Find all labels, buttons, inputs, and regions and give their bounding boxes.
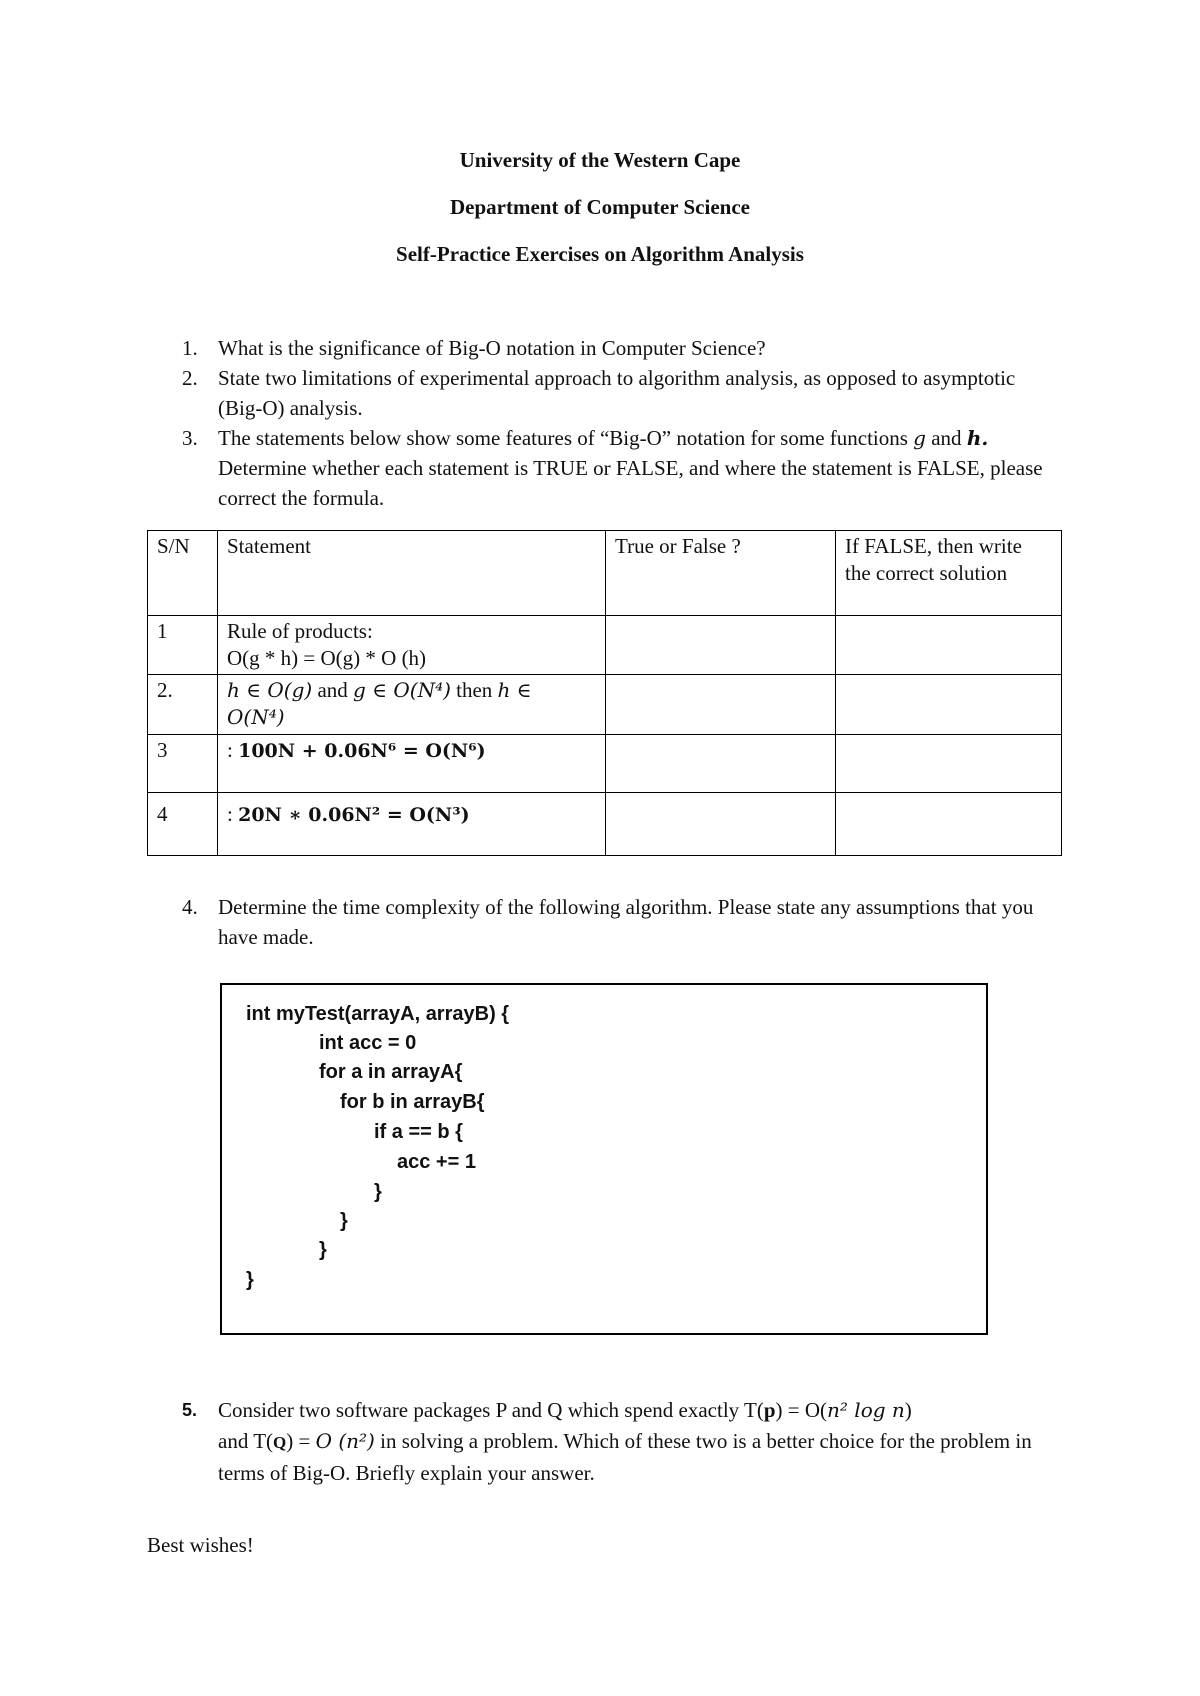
tq-eq: ) =	[286, 1429, 316, 1453]
statement-prefix: :	[227, 738, 239, 762]
tp-close: )	[904, 1398, 912, 1422]
code-line: }	[319, 1239, 327, 1261]
table-row	[148, 616, 1062, 675]
row-statement	[218, 675, 606, 735]
question-3	[150, 423, 1050, 513]
closing-text: Best wishes!	[147, 1533, 254, 1557]
var-g: g	[913, 426, 926, 450]
document-title: Self-Practice Exercises on Algorithm Analysis	[396, 242, 804, 266]
question-text-a: The statements below show some features of “Big-O” notation for some functions	[218, 426, 914, 450]
correction-cell[interactable]	[836, 735, 1062, 793]
question-4-block	[150, 892, 1050, 952]
statement-label: Rule of products:	[227, 619, 373, 643]
code-line: acc += 1	[397, 1151, 476, 1173]
var-h: h.	[966, 426, 989, 450]
question-5-body	[150, 1395, 1050, 1489]
question-2	[150, 363, 1050, 423]
question-1	[150, 333, 1050, 363]
question-text-b: and T(	[218, 1429, 274, 1453]
department-name: Department of Computer Science	[450, 195, 750, 219]
university-name: University of the Western Cape	[459, 148, 741, 172]
code-line: int acc = 0	[319, 1032, 417, 1054]
question-text-a: Consider two software packages P and Q which spend exactly T(	[218, 1398, 764, 1422]
header-statement: Statement	[218, 531, 606, 616]
header-true-false: True or False ?	[606, 531, 836, 616]
row-statement	[218, 793, 606, 856]
statement-formula: 20N ∗ 0.06N² = O(N³)	[238, 804, 470, 826]
question-text: What is the significance of Big-O notation in Computer Science?	[218, 336, 766, 360]
code-line: for b in arrayB{	[340, 1091, 485, 1113]
question-number: 3.	[182, 426, 198, 450]
code-line: int myTest(arrayA, arrayB) {	[246, 1003, 510, 1025]
header-sn: S/N	[148, 531, 218, 616]
statement-prefix: :	[227, 802, 239, 826]
question-list	[150, 333, 1050, 513]
table-row	[148, 675, 1062, 735]
question-number: 1.	[182, 336, 198, 360]
header-correction: If FALSE, then write the correct solution	[836, 531, 1062, 616]
table-row	[148, 735, 1062, 793]
code-line: }	[340, 1210, 348, 1232]
code-line: }	[246, 1269, 254, 1291]
tp-eq: ) = O(	[775, 1398, 828, 1422]
correction-cell[interactable]	[836, 675, 1062, 735]
tq-arg: Q	[273, 1433, 287, 1452]
correction-cell[interactable]	[836, 793, 1062, 856]
statement-formula: O(g * h) = O(g) * O (h)	[227, 646, 427, 670]
true-false-cell[interactable]	[606, 793, 836, 856]
question-number: 2.	[182, 366, 198, 390]
row-sn: 4	[148, 793, 218, 856]
statement-formula: 100N + 0.06N⁶ = O(N⁶)	[238, 740, 486, 762]
question-text-c: in solving a problem. Which of these two is a better choice for the problem in terms of Big-O. Briefly explain your answer.	[218, 1429, 1032, 1485]
correction-cell[interactable]	[836, 616, 1062, 675]
question-5	[150, 1395, 1050, 1489]
tp-expr: n² log n	[827, 1398, 905, 1422]
statement-part: h ∈ O(g)	[227, 678, 313, 702]
statement-part: g ∈ O(N⁴)	[353, 678, 451, 702]
code-line: for a in arrayA{	[319, 1061, 463, 1083]
row-statement	[218, 616, 606, 675]
statements-table	[147, 530, 1062, 856]
statement-part: O(N⁴)	[227, 705, 285, 729]
true-false-cell[interactable]	[606, 675, 836, 735]
code-block	[220, 983, 988, 1335]
statement-part: h ∈	[497, 678, 532, 702]
question-4	[150, 892, 1050, 952]
question-number: 4.	[182, 895, 198, 919]
statement-and: and	[312, 678, 354, 702]
true-false-cell[interactable]	[606, 735, 836, 793]
question-text-b: and	[931, 426, 967, 450]
question-text: Determine the time complexity of the following algorithm. Please state any assumptions that you have made.	[218, 895, 1034, 949]
tq-expr: O (n²)	[315, 1429, 375, 1453]
question-number: 5.	[182, 1400, 198, 1420]
question-text: State two limitations of experimental approach to algorithm analysis, as opposed to asymptotic (Big-O) analysis.	[218, 366, 1016, 420]
statement-then: then	[450, 678, 498, 702]
row-statement	[218, 735, 606, 793]
code-line: }	[374, 1181, 382, 1203]
true-false-cell[interactable]	[606, 616, 836, 675]
row-sn: 2.	[148, 675, 218, 735]
table-header-row	[148, 531, 1062, 616]
tp-arg: p	[763, 1398, 776, 1422]
question-text-c: Determine whether each statement is TRUE or FALSE, and where the statement is FALSE, please correct the formula.	[218, 456, 1043, 510]
row-sn: 3	[148, 735, 218, 793]
code-line: if a == b {	[374, 1121, 463, 1143]
table-row	[148, 793, 1062, 856]
row-sn: 1	[148, 616, 218, 675]
